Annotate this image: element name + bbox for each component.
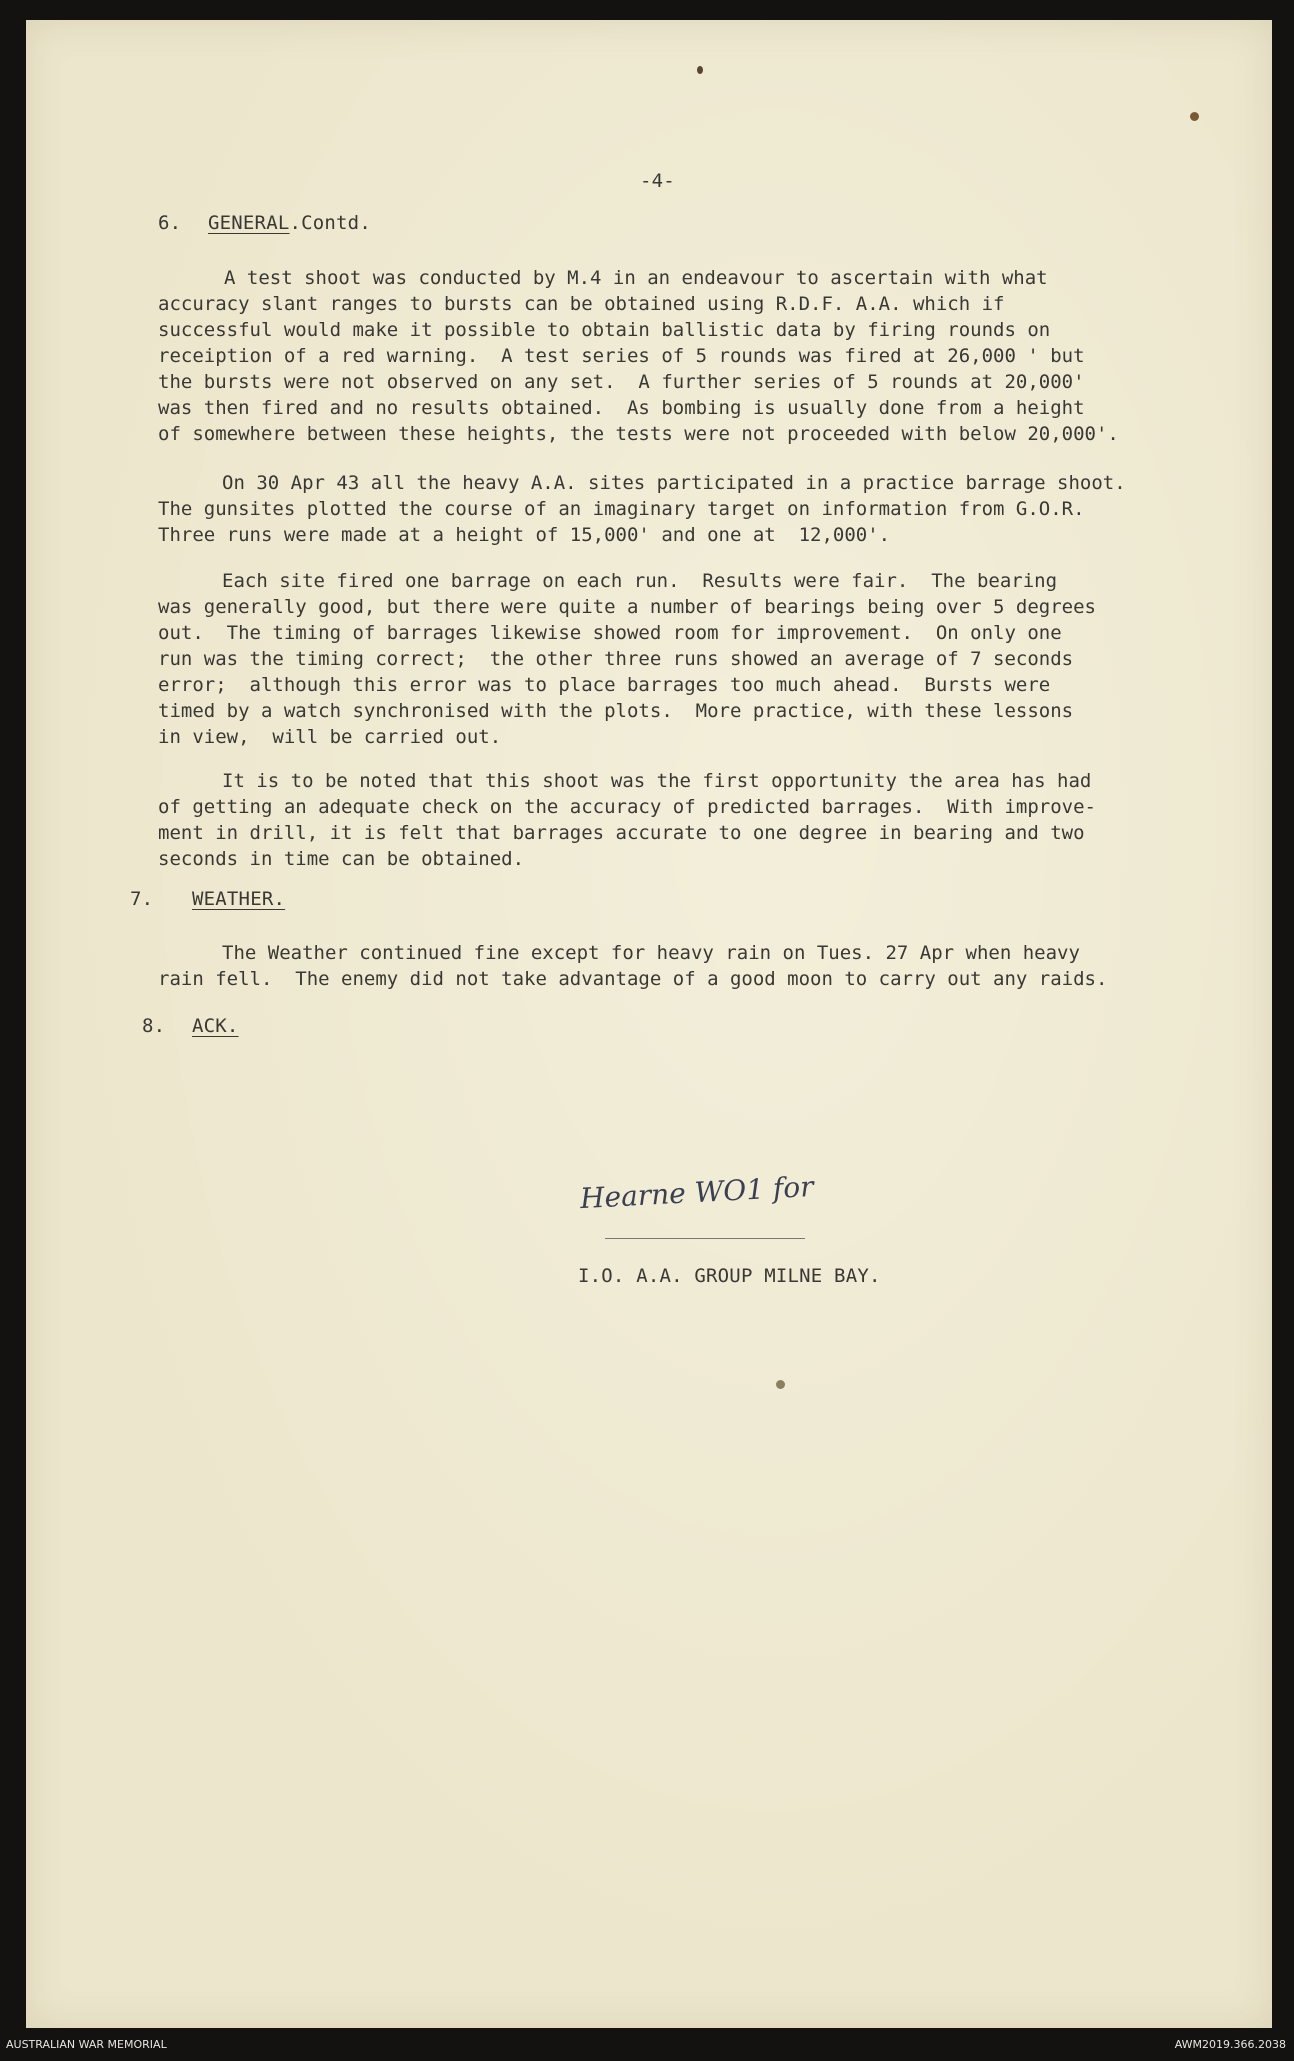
ink-speck <box>1190 112 1199 121</box>
text-line: of somewhere between these heights, the tests were not proceeded with below 20,000'. <box>158 423 1119 445</box>
paragraph <box>158 470 1126 548</box>
text-line: The gunsites plotted the course of an imaginary target on information from G.O.R. <box>158 498 1085 520</box>
signature-title: I.O. A.A. GROUP MILNE BAY. <box>578 1265 881 1287</box>
paragraph <box>158 940 1107 992</box>
page-number: -4- <box>640 170 675 192</box>
text-line: rain fell. The enemy did not take advantage of a good moon to carry out any raids. <box>158 968 1108 990</box>
section-heading-suffix: .Contd. <box>289 212 371 234</box>
paragraph <box>158 768 1096 872</box>
section-heading-text: GENERAL <box>208 212 290 234</box>
section-number: 8. <box>142 1015 166 1037</box>
archive-footer <box>0 2028 1294 2061</box>
text-line: Each site fired one barrage on each run. Results were fair. The bearing <box>222 570 1058 592</box>
signature-underline <box>605 1238 805 1239</box>
text-line: It is to be noted that this shoot was the first opportunity the area has had <box>222 770 1092 792</box>
text-line: of getting an adequate check on the accuracy of predicted barrages. With improve- <box>158 796 1096 818</box>
handwritten-signature: Hearne WO1 for <box>579 1169 815 1216</box>
paragraph <box>158 265 1119 447</box>
text-line: run was the timing correct; the other three runs showed an average of 7 seconds <box>158 648 1074 670</box>
text-line: error; although this error was to place barrages too much ahead. Bursts were <box>158 674 1051 696</box>
text-line: A test shoot was conducted by M.4 in an endeavour to ascertain with what <box>224 267 1048 289</box>
section-heading <box>192 1015 239 1037</box>
text-line: On 30 Apr 43 all the heavy A.A. sites participated in a practice barrage shoot. <box>222 472 1126 494</box>
section-heading <box>208 212 371 234</box>
text-line: timed by a watch synchronised with the plots. More practice, with these lessons <box>158 700 1074 722</box>
ink-speck <box>776 1380 785 1389</box>
text-line: the bursts were not observed on any set. A further series of 5 rounds at 20,000' <box>158 371 1085 393</box>
section-number: 6. <box>158 212 182 234</box>
text-line: out. The timing of barrages likewise showed room for improvement. On only one <box>158 622 1062 644</box>
text-line: accuracy slant ranges to bursts can be obtained using R.D.F. A.A. which if <box>158 293 1005 315</box>
section-heading-text: ACK. <box>192 1015 239 1037</box>
text-line: The Weather continued fine except for heavy rain on Tues. 27 Apr when heavy <box>222 942 1080 964</box>
footer-right: AWM2019.366.2038 <box>1174 2038 1286 2051</box>
footer-left: AUSTRALIAN WAR MEMORIAL <box>6 2038 167 2051</box>
section-heading <box>192 888 285 910</box>
section-number: 7. <box>130 888 154 910</box>
text-line: was generally good, but there were quite a number of bearings being over 5 degrees <box>158 596 1096 618</box>
paragraph <box>158 568 1096 750</box>
ink-speck <box>697 66 703 74</box>
text-line: receiption of a red warning. A test series of 5 rounds was fired at 26,000 ' but <box>158 345 1085 367</box>
text-line: was then fired and no results obtained. As bombing is usually done from a height <box>158 397 1085 419</box>
text-line: successful would make it possible to obtain ballistic data by firing rounds on <box>158 319 1051 341</box>
text-line: in view, will be carried out. <box>158 726 502 748</box>
text-line: Three runs were made at a height of 15,000' and one at 12,000'. <box>158 524 891 546</box>
text-line: ment in drill, it is felt that barrages accurate to one degree in bearing and two <box>158 822 1085 844</box>
text-line: seconds in time can be obtained. <box>158 848 525 870</box>
section-heading-text: WEATHER. <box>192 888 286 910</box>
